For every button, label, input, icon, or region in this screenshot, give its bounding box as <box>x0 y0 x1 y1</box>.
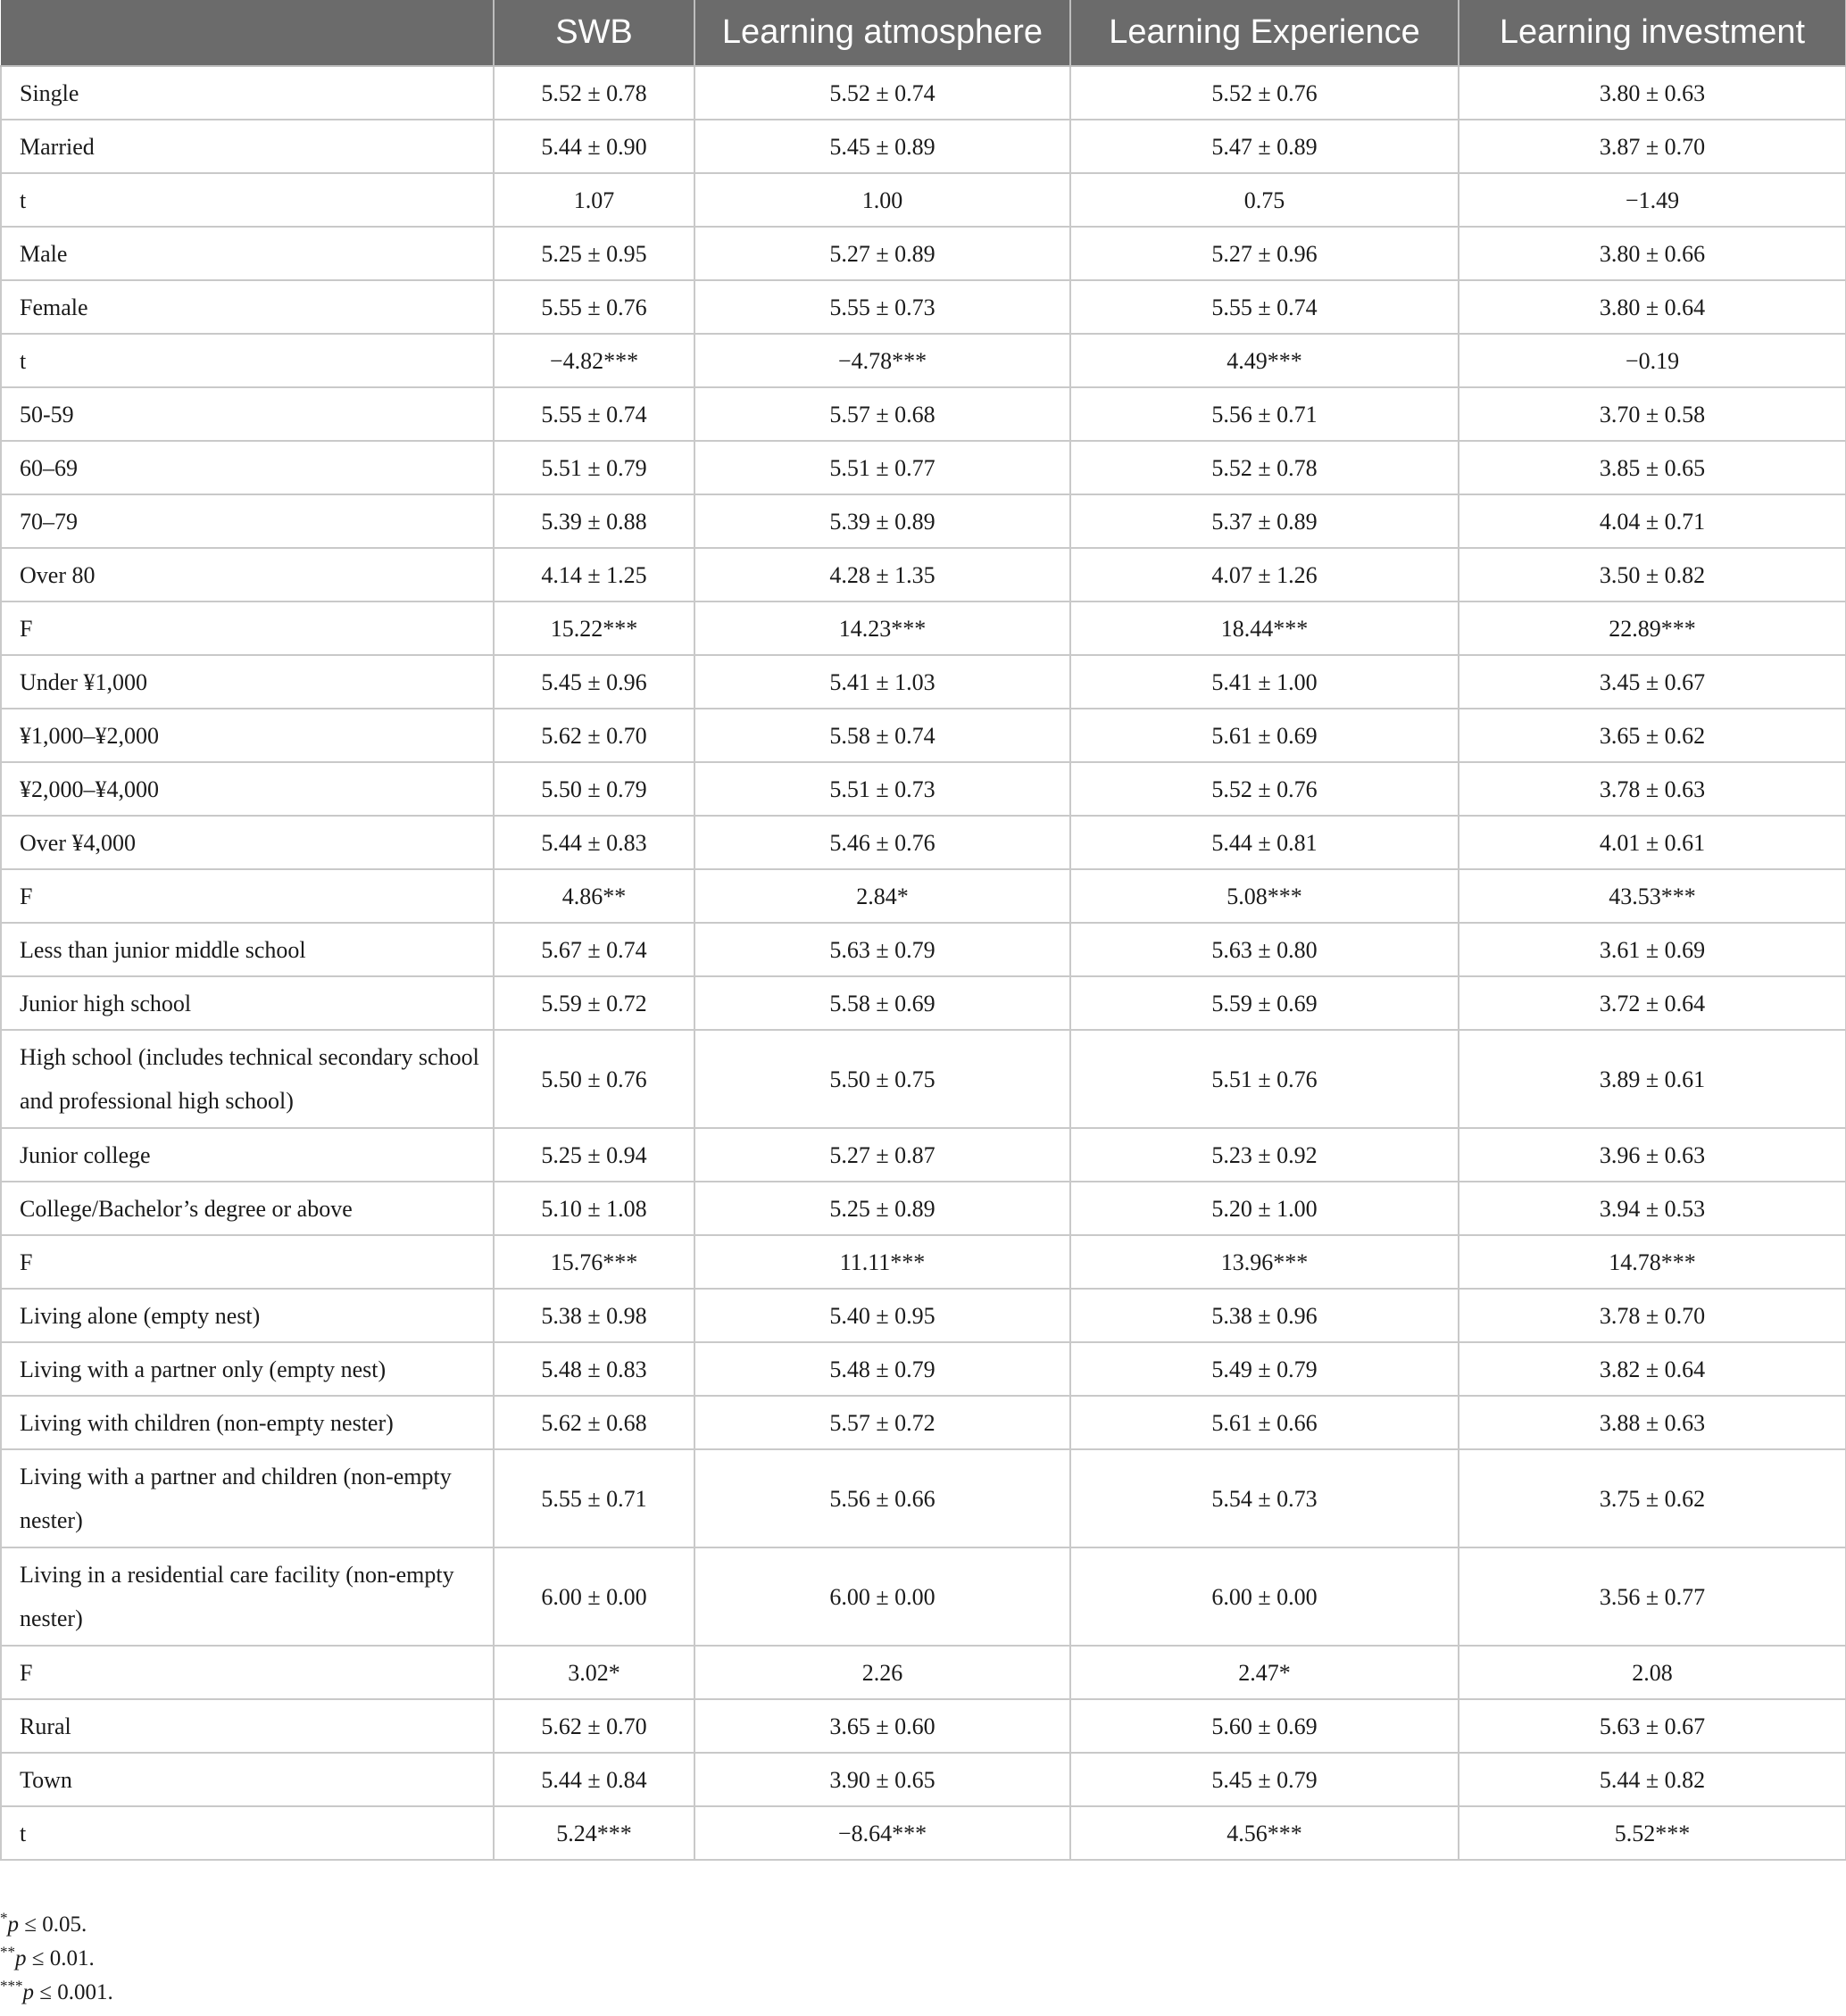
table-cell: 5.41 ± 1.03 <box>694 655 1070 709</box>
row-label: Living in a residential care facility (non-empty nester) <box>1 1547 494 1646</box>
footnote-symbol: p <box>7 1912 19 1937</box>
table-cell: 5.51 ± 0.73 <box>694 762 1070 816</box>
row-label: College/Bachelor’s degree or above <box>1 1182 494 1235</box>
row-label: Single <box>1 66 494 120</box>
table-cell: 11.11*** <box>694 1235 1070 1289</box>
header-cell-learning-investment: Learning investment <box>1459 0 1846 66</box>
table-cell: 14.23*** <box>694 601 1070 655</box>
table-cell: 3.72 ± 0.64 <box>1459 976 1846 1030</box>
table-row <box>1 976 1846 1030</box>
table-cell: −4.82*** <box>494 334 694 387</box>
table-cell: 2.84* <box>694 869 1070 923</box>
table-cell: 3.82 ± 0.64 <box>1459 1342 1846 1396</box>
table-cell: 6.00 ± 0.00 <box>694 1547 1070 1646</box>
table-cell: 5.61 ± 0.69 <box>1070 709 1459 762</box>
table-cell: 5.67 ± 0.74 <box>494 923 694 976</box>
table-cell: 5.50 ± 0.75 <box>694 1030 1070 1128</box>
table-cell: 5.61 ± 0.66 <box>1070 1396 1459 1449</box>
table-cell: 5.44 ± 0.90 <box>494 120 694 173</box>
table-cell: 5.39 ± 0.89 <box>694 494 1070 548</box>
table-row <box>1 280 1846 334</box>
row-label: t <box>1 334 494 387</box>
table-row <box>1 66 1846 120</box>
table-cell: 18.44*** <box>1070 601 1459 655</box>
row-label: F <box>1 1235 494 1289</box>
table-row <box>1 1699 1846 1753</box>
table-cell: 3.94 ± 0.53 <box>1459 1182 1846 1235</box>
row-label: Over 80 <box>1 548 494 601</box>
row-label: Female <box>1 280 494 334</box>
table-cell: 5.60 ± 0.69 <box>1070 1699 1459 1753</box>
table-cell: 5.47 ± 0.89 <box>1070 120 1459 173</box>
table-cell: 5.55 ± 0.74 <box>494 387 694 441</box>
row-label: F <box>1 869 494 923</box>
table-cell: 5.51 ± 0.76 <box>1070 1030 1459 1128</box>
table-cell: 5.52 ± 0.78 <box>494 66 694 120</box>
row-label: Male <box>1 227 494 280</box>
footnote-text: ≤ 0.001. <box>34 1980 113 2004</box>
table-cell: 5.58 ± 0.69 <box>694 976 1070 1030</box>
table-cell: 5.20 ± 1.00 <box>1070 1182 1459 1235</box>
table-row <box>1 923 1846 976</box>
table-cell: 5.55 ± 0.73 <box>694 280 1070 334</box>
table-cell: 5.25 ± 0.89 <box>694 1182 1070 1235</box>
row-label: Town <box>1 1753 494 1806</box>
table-cell: 5.51 ± 0.77 <box>694 441 1070 494</box>
table-cell: 3.70 ± 0.58 <box>1459 387 1846 441</box>
table-cell: 3.45 ± 0.67 <box>1459 655 1846 709</box>
footnote <box>0 1942 113 1976</box>
row-label: Living with a partner and children (non-empty nester) <box>1 1449 494 1547</box>
table-cell: 43.53*** <box>1459 869 1846 923</box>
header-cell-learning-atmosphere: Learning atmosphere <box>694 0 1070 66</box>
table-cell: 13.96*** <box>1070 1235 1459 1289</box>
table-cell: 3.80 ± 0.64 <box>1459 280 1846 334</box>
footnote <box>0 1976 113 2010</box>
table-row <box>1 1289 1846 1342</box>
table-cell: 5.51 ± 0.79 <box>494 441 694 494</box>
footnote-text: ≤ 0.01. <box>26 1946 95 1970</box>
table-row <box>1 227 1846 280</box>
row-label: Rural <box>1 1699 494 1753</box>
table-cell: 5.55 ± 0.74 <box>1070 280 1459 334</box>
table-row <box>1 1128 1846 1182</box>
table-cell: 5.44 ± 0.82 <box>1459 1753 1846 1806</box>
footnote-marker: * <box>0 1909 8 1927</box>
row-label: 70–79 <box>1 494 494 548</box>
table-cell: 5.59 ± 0.72 <box>494 976 694 1030</box>
table-cell: 5.44 ± 0.81 <box>1070 816 1459 869</box>
table-row <box>1 441 1846 494</box>
footnote-marker: *** <box>0 1977 23 1995</box>
table-cell: 5.58 ± 0.74 <box>694 709 1070 762</box>
table-cell: 5.23 ± 0.92 <box>1070 1128 1459 1182</box>
table-cell: 5.38 ± 0.96 <box>1070 1289 1459 1342</box>
table-cell: 5.52 ± 0.76 <box>1070 762 1459 816</box>
table-cell: 5.57 ± 0.72 <box>694 1396 1070 1449</box>
table-row <box>1 1646 1846 1699</box>
table-row <box>1 869 1846 923</box>
row-label: Junior college <box>1 1128 494 1182</box>
table-cell: 5.55 ± 0.71 <box>494 1449 694 1547</box>
footnote-symbol: p <box>15 1946 27 1970</box>
table-cell: 15.22*** <box>494 601 694 655</box>
table-cell: 5.56 ± 0.66 <box>694 1449 1070 1547</box>
table-cell: 5.25 ± 0.94 <box>494 1128 694 1182</box>
row-label: ¥1,000–¥2,000 <box>1 709 494 762</box>
row-label: Under ¥1,000 <box>1 655 494 709</box>
table-cell: 5.62 ± 0.70 <box>494 709 694 762</box>
row-label: Over ¥4,000 <box>1 816 494 869</box>
table-cell: 22.89*** <box>1459 601 1846 655</box>
row-label: t <box>1 1806 494 1860</box>
table-cell: −1.49 <box>1459 173 1846 227</box>
table-row <box>1 1182 1846 1235</box>
table-cell: 5.37 ± 0.89 <box>1070 494 1459 548</box>
table-row <box>1 1030 1846 1128</box>
table-cell: 5.44 ± 0.84 <box>494 1753 694 1806</box>
header-cell-learning-experience: Learning Experience <box>1070 0 1459 66</box>
table-row <box>1 762 1846 816</box>
table-row <box>1 816 1846 869</box>
table-row <box>1 1342 1846 1396</box>
table-cell: 1.00 <box>694 173 1070 227</box>
table-cell: 3.78 ± 0.70 <box>1459 1289 1846 1342</box>
table-cell: 4.04 ± 0.71 <box>1459 494 1846 548</box>
table-row <box>1 1396 1846 1449</box>
table-cell: 5.63 ± 0.80 <box>1070 923 1459 976</box>
table-cell: 5.63 ± 0.79 <box>694 923 1070 976</box>
table-cell: 5.27 ± 0.89 <box>694 227 1070 280</box>
table-cell: 5.40 ± 0.95 <box>694 1289 1070 1342</box>
table-cell: 5.27 ± 0.87 <box>694 1128 1070 1182</box>
table-cell: 3.87 ± 0.70 <box>1459 120 1846 173</box>
table-cell: 6.00 ± 0.00 <box>1070 1547 1459 1646</box>
table-cell: 5.41 ± 1.00 <box>1070 655 1459 709</box>
table-cell: 5.48 ± 0.83 <box>494 1342 694 1396</box>
row-label: Living with a partner only (empty nest) <box>1 1342 494 1396</box>
table-cell: 5.56 ± 0.71 <box>1070 387 1459 441</box>
row-label: F <box>1 1646 494 1699</box>
row-label: High school (includes technical secondary school and professional high school) <box>1 1030 494 1128</box>
table-cell: 15.76*** <box>494 1235 694 1289</box>
table-cell: 5.08*** <box>1070 869 1459 923</box>
row-label: ¥2,000–¥4,000 <box>1 762 494 816</box>
table-cell: 3.65 ± 0.62 <box>1459 709 1846 762</box>
table-cell: 5.44 ± 0.83 <box>494 816 694 869</box>
table-cell: 5.55 ± 0.76 <box>494 280 694 334</box>
table-cell: 3.96 ± 0.63 <box>1459 1128 1846 1182</box>
table-cell: 5.39 ± 0.88 <box>494 494 694 548</box>
table-cell: 4.07 ± 1.26 <box>1070 548 1459 601</box>
table-cell: 5.52 ± 0.74 <box>694 66 1070 120</box>
table-row <box>1 601 1846 655</box>
row-label: Living alone (empty nest) <box>1 1289 494 1342</box>
table-cell: 2.26 <box>694 1646 1070 1699</box>
table-cell: 3.90 ± 0.65 <box>694 1753 1070 1806</box>
table-cell: 5.63 ± 0.67 <box>1459 1699 1846 1753</box>
row-label: Living with children (non-empty nester) <box>1 1396 494 1449</box>
table-cell: 4.28 ± 1.35 <box>694 548 1070 601</box>
table-row <box>1 494 1846 548</box>
table-cell: 3.88 ± 0.63 <box>1459 1396 1846 1449</box>
table-cell: 4.56*** <box>1070 1806 1459 1860</box>
table-cell: 3.50 ± 0.82 <box>1459 548 1846 601</box>
header-cell-variable <box>1 0 494 66</box>
table-cell: 3.80 ± 0.66 <box>1459 227 1846 280</box>
table-cell: 4.86** <box>494 869 694 923</box>
header-row <box>1 0 1846 66</box>
table-row <box>1 548 1846 601</box>
row-label: Less than junior middle school <box>1 923 494 976</box>
row-label: Married <box>1 120 494 173</box>
table-cell: −0.19 <box>1459 334 1846 387</box>
table-cell: 5.10 ± 1.08 <box>494 1182 694 1235</box>
row-label: 50-59 <box>1 387 494 441</box>
table-cell: 5.52 ± 0.78 <box>1070 441 1459 494</box>
table-row <box>1 655 1846 709</box>
table-cell: 5.62 ± 0.68 <box>494 1396 694 1449</box>
table-cell: 2.08 <box>1459 1646 1846 1699</box>
table-cell: 3.65 ± 0.60 <box>694 1699 1070 1753</box>
table-cell: 5.50 ± 0.79 <box>494 762 694 816</box>
table-cell: 5.52 ± 0.76 <box>1070 66 1459 120</box>
table-row <box>1 1449 1846 1547</box>
table-cell: 5.45 ± 0.89 <box>694 120 1070 173</box>
table-row <box>1 173 1846 227</box>
table-row <box>1 1547 1846 1646</box>
table-header <box>1 0 1846 66</box>
table-cell: 3.89 ± 0.61 <box>1459 1030 1846 1128</box>
table-cell: 5.38 ± 0.98 <box>494 1289 694 1342</box>
table-cell: 3.56 ± 0.77 <box>1459 1547 1846 1646</box>
table-row <box>1 334 1846 387</box>
row-label: F <box>1 601 494 655</box>
table-cell: 5.57 ± 0.68 <box>694 387 1070 441</box>
table-cell: −8.64*** <box>694 1806 1070 1860</box>
table-cell: 6.00 ± 0.00 <box>494 1547 694 1646</box>
footnote-text: ≤ 0.05. <box>19 1912 87 1937</box>
table-cell: 5.48 ± 0.79 <box>694 1342 1070 1396</box>
table-cell: 5.59 ± 0.69 <box>1070 976 1459 1030</box>
table-cell: 5.50 ± 0.76 <box>494 1030 694 1128</box>
table-row <box>1 1806 1846 1860</box>
table-body <box>1 66 1846 1860</box>
table-cell: 1.07 <box>494 173 694 227</box>
table-cell: 5.54 ± 0.73 <box>1070 1449 1459 1547</box>
footnote-marker: ** <box>0 1943 15 1961</box>
row-label: t <box>1 173 494 227</box>
footnote <box>0 1908 113 1942</box>
table-row <box>1 120 1846 173</box>
table-cell: 5.52*** <box>1459 1806 1846 1860</box>
table-row <box>1 709 1846 762</box>
table-cell: 3.78 ± 0.63 <box>1459 762 1846 816</box>
table-cell: 3.61 ± 0.69 <box>1459 923 1846 976</box>
table-cell: 4.14 ± 1.25 <box>494 548 694 601</box>
table-cell: 3.85 ± 0.65 <box>1459 441 1846 494</box>
table-cell: 5.49 ± 0.79 <box>1070 1342 1459 1396</box>
header-cell-swb: SWB <box>494 0 694 66</box>
table-cell: 5.45 ± 0.96 <box>494 655 694 709</box>
table-row <box>1 1753 1846 1806</box>
table-row <box>1 1235 1846 1289</box>
table-cell: 5.46 ± 0.76 <box>694 816 1070 869</box>
table-cell: 4.01 ± 0.61 <box>1459 816 1846 869</box>
footnotes <box>0 1908 113 2010</box>
table-cell: 3.80 ± 0.63 <box>1459 66 1846 120</box>
table-cell: −4.78*** <box>694 334 1070 387</box>
table-row <box>1 387 1846 441</box>
table-cell: 5.62 ± 0.70 <box>494 1699 694 1753</box>
table-cell: 5.45 ± 0.79 <box>1070 1753 1459 1806</box>
table-cell: 14.78*** <box>1459 1235 1846 1289</box>
row-label: Junior high school <box>1 976 494 1030</box>
table-cell: 3.75 ± 0.62 <box>1459 1449 1846 1547</box>
table-cell: 5.25 ± 0.95 <box>494 227 694 280</box>
footnote-symbol: p <box>22 1980 34 2004</box>
table-cell: 2.47* <box>1070 1646 1459 1699</box>
table-cell: 4.49*** <box>1070 334 1459 387</box>
table-cell: 5.27 ± 0.96 <box>1070 227 1459 280</box>
table-cell: 3.02* <box>494 1646 694 1699</box>
table-cell: 5.24*** <box>494 1806 694 1860</box>
table-cell: 0.75 <box>1070 173 1459 227</box>
row-label: 60–69 <box>1 441 494 494</box>
